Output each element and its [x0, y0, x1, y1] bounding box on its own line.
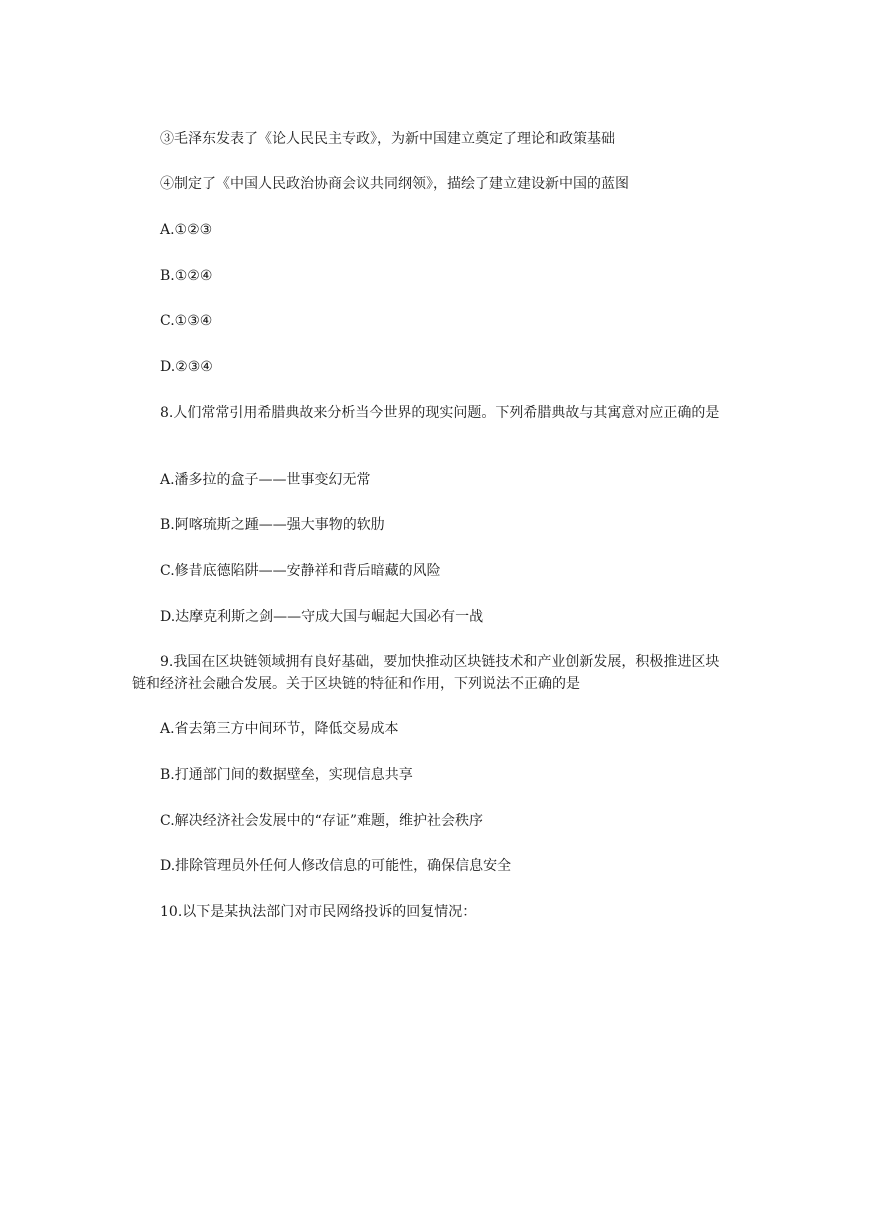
- q9-option-d: D.排除管理员外任何人修改信息的可能性，确保信息安全: [160, 858, 512, 874]
- q8-option-b: B.阿喀琉斯之踵——强大事物的软肋: [160, 517, 385, 533]
- q8-option-a: A.潘多拉的盒子——世事变幻无常: [160, 472, 371, 488]
- statement-3: ③毛泽东发表了《论人民民主专政》，为新中国建立奠定了理论和政策基础: [160, 131, 615, 147]
- q8-option-d: D.达摩克利斯之剑——守成大国与崛起大国必有一战: [160, 609, 484, 625]
- q7-option-a: A.①②③: [160, 222, 213, 238]
- q7-option-d: D.②③④: [160, 359, 213, 375]
- q9-option-b: B.打通部门间的数据壁垒，实现信息共享: [160, 767, 413, 783]
- q8-stem: 8.人们常常引用希腊典故来分析当今世界的现实问题。下列希腊典故与其寓意对应正确的是: [160, 405, 720, 421]
- q7-option-b: B.①②④: [160, 268, 213, 284]
- q10-stem: 10.以下是某执法部门对市民网络投诉的回复情况：: [160, 904, 477, 920]
- q9-stem: 9.我国在区块链领域拥有良好基础，要加快推动区块链技术和产业创新发展，积极推进区块链和经济社会融合发展。关于区块链的特征和作用，下列说法不正确的是: [132, 654, 720, 692]
- statement-4: ④制定了《中国人民政治协商会议共同纲领》，描绘了建立建设新中国的蓝图: [160, 176, 629, 192]
- q8-option-c: C.修昔底德陷阱——安静祥和背后暗藏的风险: [160, 563, 441, 579]
- q7-option-c: C.①③④: [160, 313, 213, 329]
- q9-option-a: A.省去第三方中间环节，降低交易成本: [160, 721, 399, 737]
- q9-option-c: C.解决经济社会发展中的“存证”难题，维护社会秩序: [160, 813, 483, 829]
